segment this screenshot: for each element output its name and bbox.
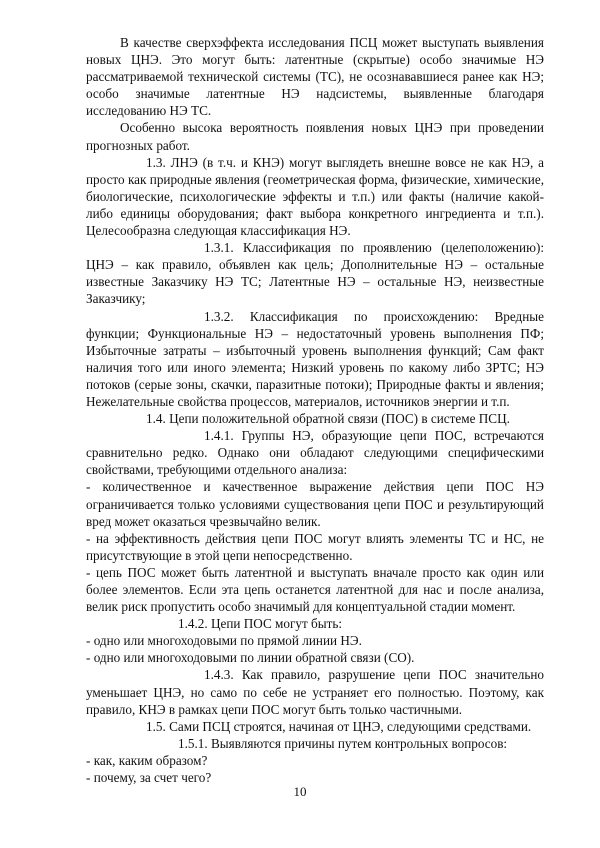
- list-item: - количественное и качественное выражение действия цепи ПОС НЭ ограничивается только условиями существования цепи ПОС и результирующий вред может оказаться чрезвычайно велик.: [86, 479, 544, 529]
- paragraph: 1.4.3. Как правило, разрушение цепи ПОС значительно уменьшает ЦНЭ, но само по себе не устраняет его полностью. Поэтому, как правило, КНЭ в рамках цепи ПОС могут быть только частичными.: [86, 667, 544, 717]
- paragraph: 1.3.1. Классификация по проявлению (целеположению): ЦНЭ – как правило, объявлен как цель; Дополнительные НЭ – остальные известные Заказчику НЭ ТС; Латентные НЭ – остальные НЭ, неизвестные Заказчику;: [86, 240, 544, 307]
- paragraph: 1.4.1. Группы НЭ, образующие цепи ПОС, встречаются сравнительно редко. Однако они обладают следующими специфическими свойствами, требующими отдельного анализа:: [86, 428, 544, 478]
- section-heading: 1.5. Сами ПСЦ строятся, начиная от ЦНЭ, следующими средствами.: [146, 718, 532, 734]
- section-heading: 1.4. Цепи положительной обратной связи (ПОС) в системе ПСЦ.: [146, 411, 510, 427]
- paragraph: 1.3.2. Классификация по происхождению: Вредные функции; Функциональные НЭ – недостаточный уровень выполнения ПФ; Избыточные затраты – избыточный уровень выполнения функций; Сам факт наличия того или иного элемента; Низкий уровень по какому либо ЗРТС; НЭ потоков (серые зоны, скачки, паразитные потоки); Природные факты и явления; Нежелательные свойства процессов, материалов, источников энергии и т.п.: [86, 308, 544, 409]
- paragraph: В качестве сверхэффекта исследования ПСЦ может выступать выявления новых ЦНЭ. Это могут быть: латентные (скрытые) особо значимые НЭ рассматриваемой технической системы (ТС), не осознававшиеся ранее как НЭ; особо значимые латентные НЭ надсистемы, выявленные благодаря исследованию НЭ ТС.: [86, 35, 544, 119]
- paragraph: 1.4.2. Цепи ПОС могут быть:: [178, 616, 343, 632]
- list-item: - на эффективность действия цепи ПОС могут влиять элементы ТС и НС, не присутствующие в этой цепи непосредственно.: [86, 530, 544, 563]
- page-number: 10: [293, 784, 307, 799]
- paragraph: 1.3. ЛНЭ (в т.ч. и КНЭ) могут выглядеть внешне вовсе не как НЭ, а просто как природные явления (геометрическая форма, физические, химические, биологические, психологические эффекты и т.п.) или факты (наличие какой-либо единицы оборудования; факт выбора конкретного ингредиента и т.п.). Целесообразна следующая классификация НЭ.: [86, 154, 544, 239]
- paragraph: Особенно высока вероятность появления новых ЦНЭ при проведении прогнозных работ.: [86, 120, 544, 153]
- body-text: [86, 34, 544, 786]
- paragraph: 1.5.1. Выявляются причины путем контрольных вопросов:: [178, 735, 508, 751]
- list-item: - одно или многоходовыми по линии обратной связи (СО).: [86, 650, 415, 666]
- list-item: - цепь ПОС может быть латентной и выступать вначале просто как один или более элементов. Если эта цепь останется латентной для нас и после анализа, велик риск пропустить особо значимый для концептуальной стадии момент.: [86, 564, 544, 615]
- list-item: - одно или многоходовыми по прямой линии НЭ.: [86, 633, 362, 649]
- list-item: - почему, за счет чего?: [86, 770, 212, 786]
- list-item: - как, каким образом?: [86, 752, 208, 768]
